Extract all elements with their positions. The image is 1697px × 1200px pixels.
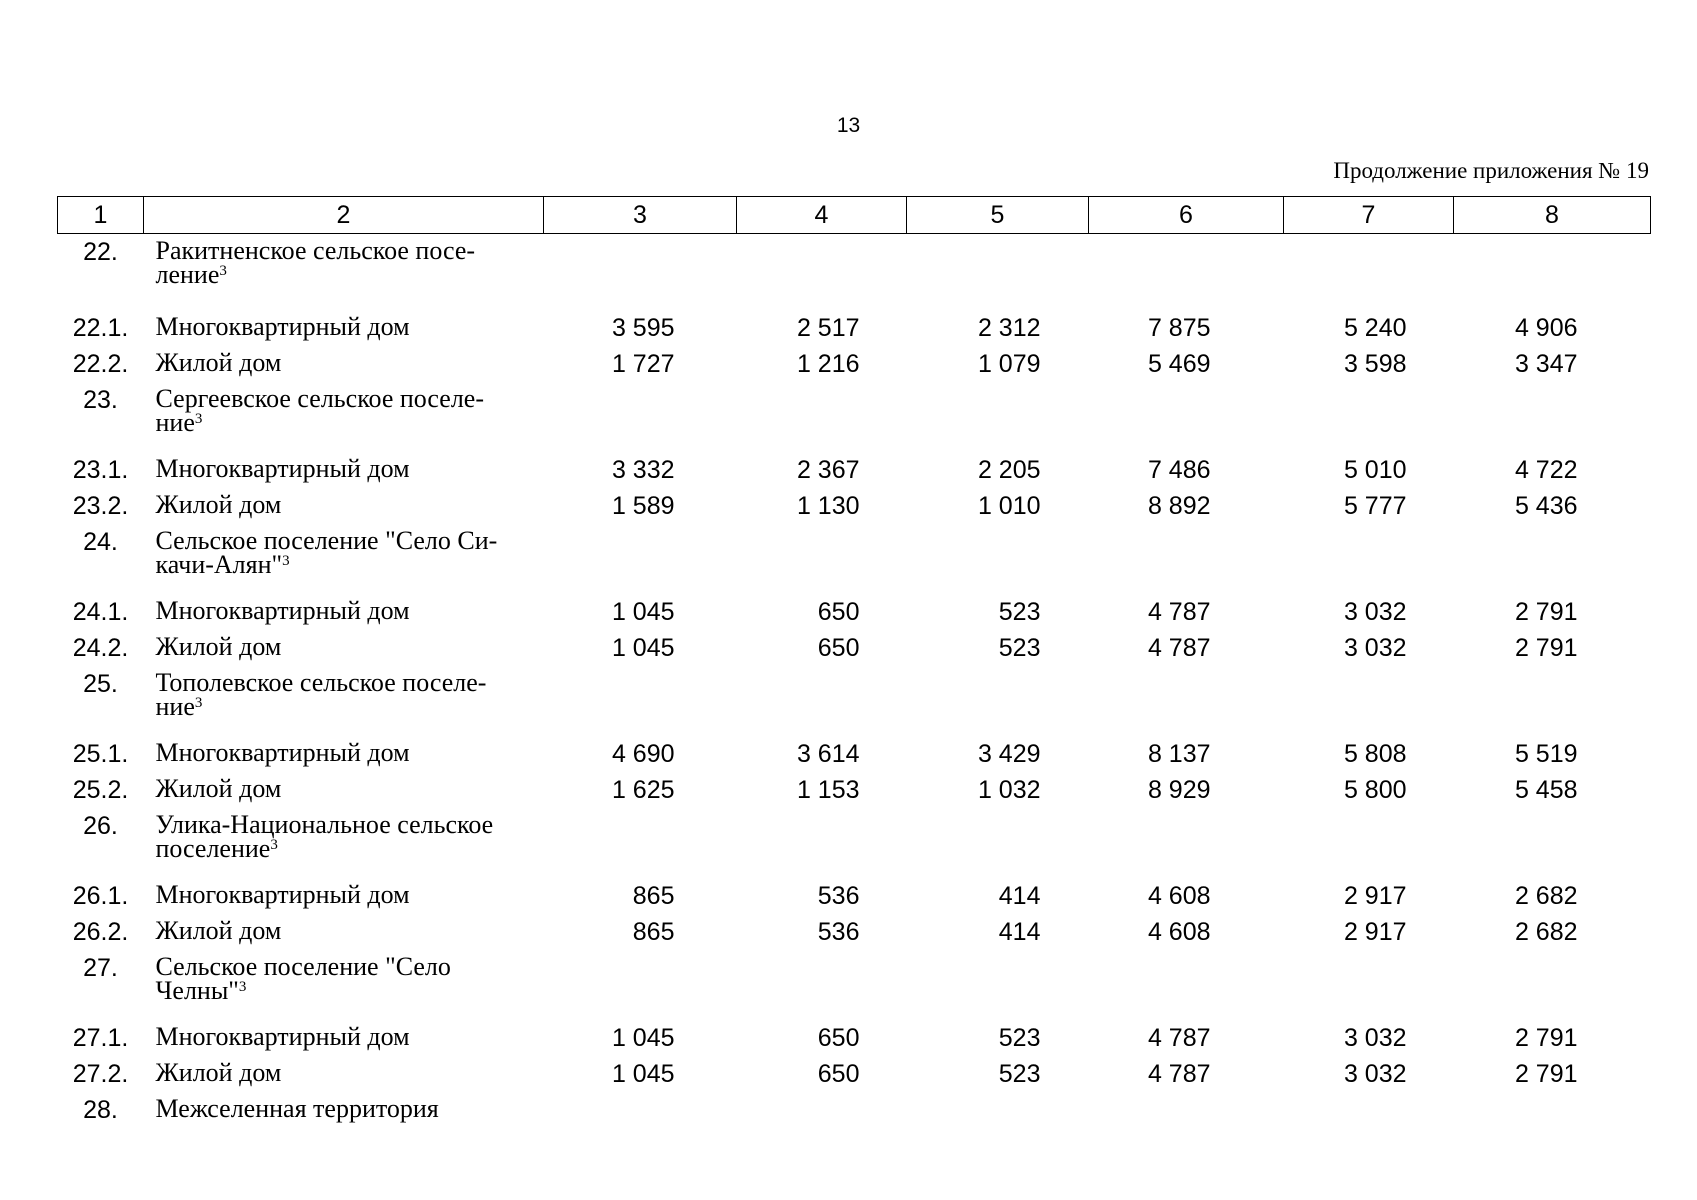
value-col-3: 1 045: [611, 1023, 675, 1052]
footnote-marker: 3: [194, 410, 203, 427]
column-header-5: 5: [907, 197, 1089, 234]
settlement-name: [144, 382, 544, 452]
value-col-7: 5 240: [1343, 313, 1407, 342]
empty-cell: [1284, 1092, 1454, 1132]
value-col-3: 1 589: [611, 491, 675, 520]
value-col-6: 7 486: [1147, 455, 1211, 484]
value-col-6: 5 469: [1147, 349, 1211, 378]
value-col-6: 8 929: [1147, 775, 1211, 804]
value-col-4: 2 367: [796, 455, 860, 484]
table-row-settlement: [58, 808, 1651, 878]
empty-cell: [1089, 950, 1284, 1020]
row-number: 26.2.: [72, 917, 129, 946]
row-number: 27.1.: [72, 1023, 129, 1052]
value-col-6: 8 892: [1147, 491, 1211, 520]
empty-cell: [544, 234, 737, 310]
continuation-label: Продолжение приложения № 19: [1333, 158, 1649, 183]
row-number: 27.: [83, 953, 118, 982]
value-col-8: 5 519: [1514, 739, 1578, 768]
row-number: 25.1.: [72, 739, 129, 768]
empty-cell: [1089, 1092, 1284, 1132]
settlement-name-line1: Тополевское сельское поселе-: [155, 667, 487, 697]
value-col-4: 536: [817, 917, 860, 946]
column-header-8: 8: [1454, 197, 1651, 234]
building-type: Многоквартирный дом: [155, 1021, 410, 1051]
building-type: Многоквартирный дом: [155, 453, 410, 483]
value-col-3: 865: [632, 881, 675, 910]
territory-name: Межселенная территория: [155, 1093, 439, 1123]
table-row-territory: [58, 1092, 1651, 1132]
value-col-4: 650: [817, 1023, 860, 1052]
row-number: 23.: [83, 385, 118, 414]
header-row: [58, 197, 1651, 234]
settlement-name-line2: качи-Алян": [155, 549, 283, 579]
value-col-8: 5 436: [1514, 491, 1578, 520]
empty-cell: [907, 1092, 1089, 1132]
settlement-name-line1: Ракитненское сельское посе-: [155, 236, 476, 265]
building-type: Жилой дом: [155, 773, 282, 803]
table-row-settlement: [58, 524, 1651, 594]
table-row-settlement: [58, 382, 1651, 452]
settlement-name-line1: Сельское поселение "Село Си-: [155, 525, 498, 555]
row-number: 24.2.: [72, 633, 129, 662]
table-row: [58, 914, 1651, 950]
empty-cell: [544, 666, 737, 736]
empty-cell: [737, 234, 907, 310]
empty-cell: [1089, 666, 1284, 736]
empty-cell: [1284, 666, 1454, 736]
footnote-marker: 3: [270, 836, 278, 853]
empty-cell: [737, 950, 907, 1020]
value-col-7: 5 808: [1343, 739, 1407, 768]
empty-cell: [907, 808, 1089, 878]
empty-cell: [544, 808, 737, 878]
empty-cell: [1454, 234, 1651, 310]
column-header-7: 7: [1284, 197, 1454, 234]
value-col-3: 1 045: [611, 633, 675, 662]
value-col-4: 1 130: [796, 491, 860, 520]
value-col-7: 3 598: [1343, 349, 1407, 378]
value-col-5: 523: [998, 633, 1041, 662]
empty-cell: [737, 1092, 907, 1132]
footnote-marker: 3: [238, 978, 247, 995]
settlement-name-line1: Улика-Национальное сельское: [155, 809, 494, 839]
settlement-name: [144, 234, 544, 310]
empty-cell: [544, 524, 737, 594]
value-col-8: 4 906: [1514, 313, 1578, 342]
row-number: 24.: [83, 527, 118, 556]
value-col-6: 4 608: [1147, 917, 1211, 946]
value-col-8: 2 791: [1514, 1023, 1578, 1052]
building-type: Жилой дом: [155, 347, 282, 377]
table-row-settlement: [58, 234, 1651, 310]
table-row: [58, 346, 1651, 382]
empty-cell: [907, 382, 1089, 452]
footnote-marker: 3: [194, 694, 203, 711]
value-col-8: 2 682: [1514, 881, 1578, 910]
value-col-8: 4 722: [1514, 455, 1578, 484]
value-col-7: 5 800: [1343, 775, 1407, 804]
table-row: [58, 1020, 1651, 1056]
building-type: Жилой дом: [155, 631, 282, 661]
value-col-3: 4 690: [611, 739, 675, 768]
settlement-name: [144, 666, 544, 736]
empty-cell: [907, 950, 1089, 1020]
value-col-4: 650: [817, 1059, 860, 1088]
value-col-5: 3 429: [977, 739, 1041, 768]
building-type: Жилой дом: [155, 1057, 282, 1087]
value-col-6: 4 608: [1147, 881, 1211, 910]
value-col-5: 414: [998, 917, 1041, 946]
value-col-4: 650: [817, 633, 860, 662]
value-col-7: 2 917: [1343, 881, 1407, 910]
row-number: 28.: [83, 1095, 118, 1124]
table-row: [58, 878, 1651, 914]
value-col-6: 4 787: [1147, 1059, 1211, 1088]
settlement-name-line1: Сельское поселение "Село: [155, 951, 451, 981]
empty-cell: [1089, 234, 1284, 310]
building-type: Жилой дом: [155, 489, 282, 519]
value-col-5: 523: [998, 1059, 1041, 1088]
value-col-5: 1 032: [977, 775, 1041, 804]
page-number: 13: [836, 114, 861, 137]
value-col-8: 2 791: [1514, 1059, 1578, 1088]
table-row: [58, 488, 1651, 524]
row-number: 24.1.: [72, 597, 129, 626]
table-row: [58, 630, 1651, 666]
empty-cell: [737, 524, 907, 594]
value-col-8: 2 682: [1514, 917, 1578, 946]
column-header-6: 6: [1089, 197, 1284, 234]
value-col-7: 5 010: [1343, 455, 1407, 484]
value-col-4: 2 517: [796, 313, 860, 342]
footnote-marker: 3: [219, 263, 227, 279]
value-col-4: 650: [817, 597, 860, 626]
value-col-7: 3 032: [1343, 633, 1407, 662]
table-row: [58, 736, 1651, 772]
row-number: 27.2.: [72, 1059, 129, 1088]
empty-cell: [1454, 382, 1651, 452]
empty-cell: [907, 666, 1089, 736]
empty-cell: [1284, 234, 1454, 310]
row-number: 23.2.: [72, 491, 129, 520]
value-col-7: 2 917: [1343, 917, 1407, 946]
table-row: [58, 310, 1651, 346]
value-col-5: 523: [998, 1023, 1041, 1052]
building-type: Жилой дом: [155, 915, 282, 945]
row-number: 22.1.: [72, 313, 129, 342]
value-col-5: 1 079: [977, 349, 1041, 378]
value-col-7: 3 032: [1343, 1023, 1407, 1052]
value-col-3: 1 045: [611, 597, 675, 626]
settlement-name-line2: ние: [155, 407, 195, 437]
value-col-3: 3 332: [611, 455, 675, 484]
column-header-3: 3: [544, 197, 737, 234]
value-col-3: 865: [632, 917, 675, 946]
settlement-name-line2: ние: [155, 691, 195, 721]
empty-cell: [1454, 524, 1651, 594]
empty-cell: [1089, 808, 1284, 878]
value-col-3: 1 045: [611, 1059, 675, 1088]
building-type: Многоквартирный дом: [155, 311, 410, 341]
settlement-name-line1: Сергеевское сельское поселе-: [155, 383, 485, 413]
value-col-4: 3 614: [796, 739, 860, 768]
value-col-5: 2 312: [977, 313, 1041, 342]
settlement-name-line2: поселение: [155, 833, 271, 863]
value-col-6: 4 787: [1147, 633, 1211, 662]
value-col-6: 7 875: [1147, 313, 1211, 342]
table-row-settlement: [58, 666, 1651, 736]
settlement-name-line2: ление: [155, 260, 220, 289]
table-row: [58, 452, 1651, 488]
value-col-6: 4 787: [1147, 597, 1211, 626]
settlement-name: [144, 808, 544, 878]
table-header: [58, 197, 1651, 234]
value-col-8: 2 791: [1514, 633, 1578, 662]
empty-cell: [1284, 524, 1454, 594]
empty-cell: [1454, 666, 1651, 736]
column-header-2: 2: [144, 197, 544, 234]
value-col-7: 3 032: [1343, 597, 1407, 626]
value-col-7: 3 032: [1343, 1059, 1407, 1088]
empty-cell: [1089, 382, 1284, 452]
building-type: Многоквартирный дом: [155, 879, 410, 909]
value-col-3: 1 727: [611, 349, 675, 378]
empty-cell: [737, 666, 907, 736]
row-number: 25.: [83, 669, 118, 698]
empty-cell: [1284, 808, 1454, 878]
empty-cell: [907, 524, 1089, 594]
settlement-name: [144, 524, 544, 594]
value-col-4: 1 153: [796, 775, 860, 804]
tariff-table: [57, 196, 1651, 1132]
empty-cell: [1089, 524, 1284, 594]
row-number: 22.2.: [72, 349, 129, 378]
value-col-5: 414: [998, 881, 1041, 910]
settlement-name: [144, 950, 544, 1020]
settlement-name-line2: Челны": [155, 975, 239, 1005]
empty-cell: [1454, 950, 1651, 1020]
footnote-marker: 3: [282, 552, 290, 569]
value-col-4: 536: [817, 881, 860, 910]
row-number: 25.2.: [72, 775, 129, 804]
empty-cell: [1454, 1092, 1651, 1132]
value-col-6: 4 787: [1147, 1023, 1211, 1052]
building-type: Многоквартирный дом: [155, 595, 410, 625]
value-col-4: 1 216: [796, 349, 860, 378]
empty-cell: [1284, 382, 1454, 452]
empty-cell: [1284, 950, 1454, 1020]
column-header-4: 4: [737, 197, 907, 234]
value-col-8: 2 791: [1514, 597, 1578, 626]
table-row-settlement: [58, 950, 1651, 1020]
table-row: [58, 772, 1651, 808]
row-number: 26.: [83, 811, 118, 840]
row-number: 26.1.: [72, 881, 129, 910]
value-col-6: 8 137: [1147, 739, 1211, 768]
value-col-7: 5 777: [1343, 491, 1407, 520]
empty-cell: [737, 808, 907, 878]
value-col-5: 523: [998, 597, 1041, 626]
value-col-5: 1 010: [977, 491, 1041, 520]
building-type: Многоквартирный дом: [155, 737, 410, 767]
table-row: [58, 594, 1651, 630]
row-number: 22.: [83, 238, 118, 266]
value-col-8: 3 347: [1514, 349, 1578, 378]
table-body: [58, 234, 1651, 1132]
value-col-8: 5 458: [1514, 775, 1578, 804]
value-col-5: 2 205: [977, 455, 1041, 484]
empty-cell: [1454, 808, 1651, 878]
empty-cell: [544, 950, 737, 1020]
empty-cell: [544, 382, 737, 452]
value-col-3: 3 595: [611, 313, 675, 342]
empty-cell: [737, 382, 907, 452]
empty-cell: [907, 234, 1089, 310]
value-col-3: 1 625: [611, 775, 675, 804]
empty-cell: [544, 1092, 737, 1132]
column-header-1: 1: [58, 197, 144, 234]
table-row: [58, 1056, 1651, 1092]
row-number: 23.1.: [72, 455, 129, 484]
